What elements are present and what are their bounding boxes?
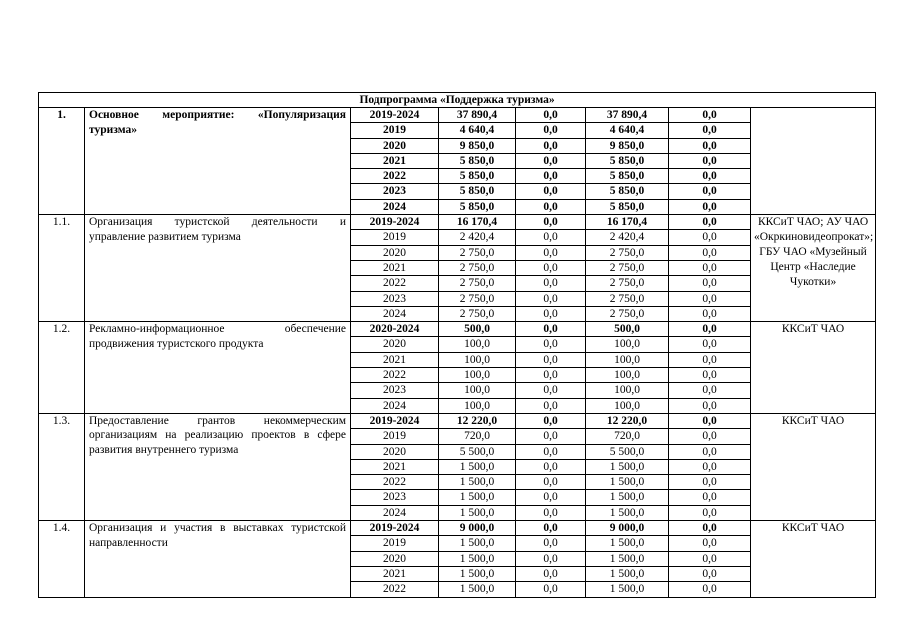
year-cell: 2024 — [351, 306, 439, 321]
executor-cell: ККСиТ ЧАО; АУ ЧАО «Окркиновидеопрокат»; ГБУ ЧАО «Музейный Центр «Наследие Чукотки» — [751, 215, 876, 322]
row-number: 1. — [39, 108, 85, 215]
federal-budget-cell: 0,0 — [516, 199, 586, 214]
regional-budget-cell: 9 000,0 — [586, 521, 669, 536]
executor-cell — [751, 108, 876, 215]
program-table-container — [38, 92, 875, 598]
federal-budget-cell: 0,0 — [516, 444, 586, 459]
total-cell: 1 500,0 — [439, 582, 516, 597]
table-row — [39, 322, 876, 337]
regional-budget-cell: 9 850,0 — [586, 138, 669, 153]
other-sources-cell: 0,0 — [669, 352, 751, 367]
federal-budget-cell: 0,0 — [516, 123, 586, 138]
federal-budget-cell: 0,0 — [516, 138, 586, 153]
regional-budget-cell: 720,0 — [586, 429, 669, 444]
year-cell: 2024 — [351, 505, 439, 520]
year-cell: 2019 — [351, 123, 439, 138]
other-sources-cell: 0,0 — [669, 536, 751, 551]
row-number: 1.2. — [39, 322, 85, 414]
federal-budget-cell: 0,0 — [516, 215, 586, 230]
other-sources-cell: 0,0 — [669, 444, 751, 459]
other-sources-cell: 0,0 — [669, 459, 751, 474]
federal-budget-cell: 0,0 — [516, 490, 586, 505]
other-sources-cell: 0,0 — [669, 398, 751, 413]
other-sources-cell: 0,0 — [669, 169, 751, 184]
federal-budget-cell: 0,0 — [516, 169, 586, 184]
regional-budget-cell: 1 500,0 — [586, 475, 669, 490]
federal-budget-cell: 0,0 — [516, 368, 586, 383]
other-sources-cell: 0,0 — [669, 475, 751, 490]
regional-budget-cell: 5 850,0 — [586, 169, 669, 184]
year-cell: 2020 — [351, 444, 439, 459]
total-cell: 5 850,0 — [439, 199, 516, 214]
year-cell: 2022 — [351, 169, 439, 184]
total-cell: 100,0 — [439, 352, 516, 367]
federal-budget-cell: 0,0 — [516, 108, 586, 123]
year-cell: 2022 — [351, 368, 439, 383]
activity-name: Организация и участия в выставках туристской направленности — [85, 521, 351, 597]
federal-budget-cell: 0,0 — [516, 429, 586, 444]
total-cell: 1 500,0 — [439, 505, 516, 520]
federal-budget-cell: 0,0 — [516, 260, 586, 275]
regional-budget-cell: 1 500,0 — [586, 536, 669, 551]
other-sources-cell: 0,0 — [669, 199, 751, 214]
executor-cell: ККСиТ ЧАО — [751, 413, 876, 520]
year-cell: 2021 — [351, 352, 439, 367]
total-cell: 16 170,4 — [439, 215, 516, 230]
other-sources-cell: 0,0 — [669, 368, 751, 383]
year-cell: 2023 — [351, 490, 439, 505]
year-cell: 2023 — [351, 291, 439, 306]
table-row — [39, 108, 876, 123]
regional-budget-cell: 100,0 — [586, 368, 669, 383]
activity-name: Организация туристской деятельности и управление развитием туризма — [85, 215, 351, 322]
year-cell: 2021 — [351, 153, 439, 168]
total-cell: 5 500,0 — [439, 444, 516, 459]
program-table — [38, 92, 876, 598]
other-sources-cell: 0,0 — [669, 230, 751, 245]
federal-budget-cell: 0,0 — [516, 459, 586, 474]
regional-budget-cell: 100,0 — [586, 398, 669, 413]
year-cell: 2022 — [351, 475, 439, 490]
federal-budget-cell: 0,0 — [516, 337, 586, 352]
federal-budget-cell: 0,0 — [516, 352, 586, 367]
other-sources-cell: 0,0 — [669, 138, 751, 153]
table-row — [39, 413, 876, 428]
total-cell: 12 220,0 — [439, 413, 516, 428]
regional-budget-cell: 5 850,0 — [586, 199, 669, 214]
other-sources-cell: 0,0 — [669, 490, 751, 505]
total-cell: 1 500,0 — [439, 475, 516, 490]
other-sources-cell: 0,0 — [669, 322, 751, 337]
federal-budget-cell: 0,0 — [516, 276, 586, 291]
year-cell: 2021 — [351, 459, 439, 474]
total-cell: 1 500,0 — [439, 490, 516, 505]
federal-budget-cell: 0,0 — [516, 291, 586, 306]
other-sources-cell: 0,0 — [669, 413, 751, 428]
regional-budget-cell: 1 500,0 — [586, 459, 669, 474]
total-cell: 2 750,0 — [439, 291, 516, 306]
total-cell: 2 750,0 — [439, 245, 516, 260]
regional-budget-cell: 1 500,0 — [586, 490, 669, 505]
total-cell: 2 750,0 — [439, 276, 516, 291]
table-row — [39, 521, 876, 536]
total-cell: 100,0 — [439, 337, 516, 352]
federal-budget-cell: 0,0 — [516, 153, 586, 168]
other-sources-cell: 0,0 — [669, 521, 751, 536]
regional-budget-cell: 5 500,0 — [586, 444, 669, 459]
regional-budget-cell: 5 850,0 — [586, 184, 669, 199]
other-sources-cell: 0,0 — [669, 260, 751, 275]
total-cell: 2 750,0 — [439, 260, 516, 275]
total-cell: 1 500,0 — [439, 551, 516, 566]
federal-budget-cell: 0,0 — [516, 230, 586, 245]
total-cell: 5 850,0 — [439, 153, 516, 168]
other-sources-cell: 0,0 — [669, 276, 751, 291]
total-cell: 5 850,0 — [439, 184, 516, 199]
total-cell: 1 500,0 — [439, 459, 516, 474]
other-sources-cell: 0,0 — [669, 551, 751, 566]
regional-budget-cell: 1 500,0 — [586, 505, 669, 520]
regional-budget-cell: 2 750,0 — [586, 260, 669, 275]
regional-budget-cell: 1 500,0 — [586, 582, 669, 597]
total-cell: 2 750,0 — [439, 306, 516, 321]
other-sources-cell: 0,0 — [669, 108, 751, 123]
row-number: 1.1. — [39, 215, 85, 322]
regional-budget-cell: 2 750,0 — [586, 306, 669, 321]
other-sources-cell: 0,0 — [669, 123, 751, 138]
total-cell: 9 850,0 — [439, 138, 516, 153]
regional-budget-cell: 12 220,0 — [586, 413, 669, 428]
row-number: 1.4. — [39, 521, 85, 597]
federal-budget-cell: 0,0 — [516, 521, 586, 536]
other-sources-cell: 0,0 — [669, 153, 751, 168]
year-cell: 2020 — [351, 337, 439, 352]
federal-budget-cell: 0,0 — [516, 184, 586, 199]
regional-budget-cell: 2 750,0 — [586, 245, 669, 260]
subprogram-title-row — [39, 93, 876, 108]
regional-budget-cell: 1 500,0 — [586, 566, 669, 581]
federal-budget-cell: 0,0 — [516, 566, 586, 581]
federal-budget-cell: 0,0 — [516, 475, 586, 490]
regional-budget-cell: 1 500,0 — [586, 551, 669, 566]
regional-budget-cell: 500,0 — [586, 322, 669, 337]
total-cell: 5 850,0 — [439, 169, 516, 184]
federal-budget-cell: 0,0 — [516, 306, 586, 321]
total-cell: 4 640,4 — [439, 123, 516, 138]
total-cell: 1 500,0 — [439, 536, 516, 551]
year-cell: 2019-2024 — [351, 521, 439, 536]
other-sources-cell: 0,0 — [669, 383, 751, 398]
executor-cell: ККСиТ ЧАО — [751, 322, 876, 414]
regional-budget-cell: 100,0 — [586, 352, 669, 367]
year-cell: 2023 — [351, 383, 439, 398]
other-sources-cell: 0,0 — [669, 337, 751, 352]
federal-budget-cell: 0,0 — [516, 536, 586, 551]
year-cell: 2024 — [351, 199, 439, 214]
year-cell: 2019 — [351, 230, 439, 245]
federal-budget-cell: 0,0 — [516, 582, 586, 597]
total-cell: 720,0 — [439, 429, 516, 444]
year-cell: 2022 — [351, 582, 439, 597]
year-cell: 2021 — [351, 260, 439, 275]
regional-budget-cell: 2 750,0 — [586, 291, 669, 306]
year-cell: 2019-2024 — [351, 108, 439, 123]
activity-name: Предоставление грантов некоммерческим организациям на реализацию проектов в сфере развития внутреннего туризма — [85, 413, 351, 520]
year-cell: 2019 — [351, 536, 439, 551]
regional-budget-cell: 16 170,4 — [586, 215, 669, 230]
year-cell: 2020 — [351, 551, 439, 566]
federal-budget-cell: 0,0 — [516, 322, 586, 337]
regional-budget-cell: 2 420,4 — [586, 230, 669, 245]
year-cell: 2021 — [351, 566, 439, 581]
activity-name: Основное мероприятие: «Популяризация туризма» — [85, 108, 351, 215]
table-row — [39, 215, 876, 230]
total-cell: 1 500,0 — [439, 566, 516, 581]
total-cell: 100,0 — [439, 368, 516, 383]
other-sources-cell: 0,0 — [669, 505, 751, 520]
other-sources-cell: 0,0 — [669, 566, 751, 581]
total-cell: 37 890,4 — [439, 108, 516, 123]
year-cell: 2020 — [351, 245, 439, 260]
regional-budget-cell: 4 640,4 — [586, 123, 669, 138]
other-sources-cell: 0,0 — [669, 306, 751, 321]
year-cell: 2019-2024 — [351, 413, 439, 428]
activity-name: Рекламно-информационное обеспечение продвижения туристского продукта — [85, 322, 351, 414]
federal-budget-cell: 0,0 — [516, 551, 586, 566]
year-cell: 2023 — [351, 184, 439, 199]
federal-budget-cell: 0,0 — [516, 505, 586, 520]
year-cell: 2020-2024 — [351, 322, 439, 337]
regional-budget-cell: 100,0 — [586, 337, 669, 352]
federal-budget-cell: 0,0 — [516, 245, 586, 260]
year-cell: 2019-2024 — [351, 215, 439, 230]
other-sources-cell: 0,0 — [669, 429, 751, 444]
federal-budget-cell: 0,0 — [516, 413, 586, 428]
other-sources-cell: 0,0 — [669, 215, 751, 230]
total-cell: 9 000,0 — [439, 521, 516, 536]
year-cell: 2019 — [351, 429, 439, 444]
total-cell: 100,0 — [439, 398, 516, 413]
other-sources-cell: 0,0 — [669, 291, 751, 306]
other-sources-cell: 0,0 — [669, 245, 751, 260]
regional-budget-cell: 37 890,4 — [586, 108, 669, 123]
regional-budget-cell: 100,0 — [586, 383, 669, 398]
federal-budget-cell: 0,0 — [516, 398, 586, 413]
federal-budget-cell: 0,0 — [516, 383, 586, 398]
subprogram-title: Подпрограмма «Поддержка туризма» — [39, 93, 876, 108]
total-cell: 2 420,4 — [439, 230, 516, 245]
total-cell: 500,0 — [439, 322, 516, 337]
executor-cell: ККСиТ ЧАО — [751, 521, 876, 597]
regional-budget-cell: 5 850,0 — [586, 153, 669, 168]
year-cell: 2020 — [351, 138, 439, 153]
row-number: 1.3. — [39, 413, 85, 520]
other-sources-cell: 0,0 — [669, 582, 751, 597]
year-cell: 2022 — [351, 276, 439, 291]
regional-budget-cell: 2 750,0 — [586, 276, 669, 291]
total-cell: 100,0 — [439, 383, 516, 398]
other-sources-cell: 0,0 — [669, 184, 751, 199]
year-cell: 2024 — [351, 398, 439, 413]
